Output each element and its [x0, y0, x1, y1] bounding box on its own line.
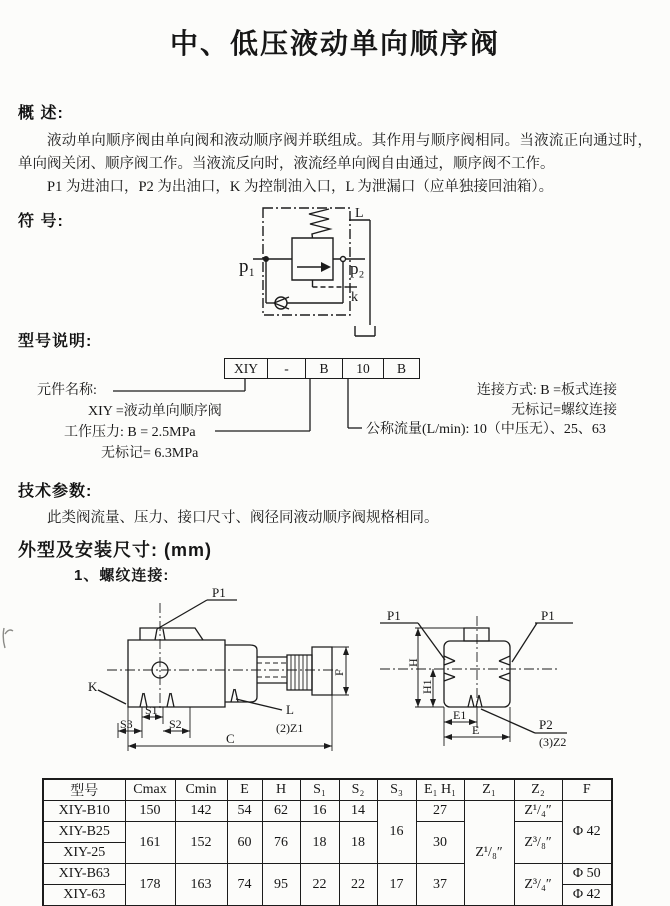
- model-code-segment: -: [267, 359, 305, 378]
- end-view-e-label: E: [472, 723, 480, 737]
- cell-s2: 22: [339, 864, 377, 906]
- tech-heading: 技术参数:: [18, 483, 93, 500]
- cell-z2: Z³/₄″: [514, 864, 562, 906]
- side-view-s2-label: S2: [169, 717, 182, 731]
- model-code-segment: XIY: [234, 360, 258, 376]
- col-header: E₁ H₁: [416, 779, 464, 801]
- model-component-label: 元件名称:: [37, 383, 97, 398]
- table-row: [43, 801, 612, 822]
- cell-s1: 18: [300, 822, 339, 864]
- model-pressure-unmarked: 无标记= 6.3MPa: [101, 446, 199, 461]
- tech-text: 此类阀流量、压力、接口尺寸、阀径同液动顺序阀规格相同。: [47, 510, 439, 526]
- drawing-side-view: [60, 583, 360, 768]
- side-view-l-label: L: [286, 702, 294, 717]
- model-heading: 型号说明:: [18, 333, 93, 350]
- cell-z1: Z¹/₈″: [464, 801, 514, 906]
- model-connection-unmarked: 无标记=螺纹连接: [511, 403, 617, 418]
- page-title: 中、低压液动单向顺序阀: [169, 28, 500, 59]
- overview-para-2: P1 为进油口，P2 为出油口，K 为控制油入口，L 为泄漏口（应单独接回油箱）。: [47, 179, 554, 195]
- model-xiy-meaning: XIY =液动单向顺序阀: [88, 404, 222, 419]
- end-view-h-label: H: [406, 658, 420, 667]
- model-code-segment: B: [305, 359, 342, 378]
- dims-heading: 外型及安装尺寸: (mm): [18, 540, 212, 560]
- cell-e: 54: [227, 801, 262, 822]
- cell-cmax: 178: [125, 864, 175, 906]
- table-header-row: [43, 779, 612, 801]
- end-view-p1-right-label: P1: [541, 608, 555, 623]
- side-view-f-label: F: [332, 669, 346, 676]
- col-header: F: [562, 779, 612, 801]
- cell-s3: 17: [377, 864, 416, 906]
- col-header: Z₂: [514, 779, 562, 801]
- side-view-s3-label: S3: [120, 717, 133, 731]
- model-pressure-label: 工作压力: B = 2.5MPa: [64, 425, 196, 440]
- cell-cmin: 142: [175, 801, 227, 822]
- cell-h: 76: [262, 822, 300, 864]
- scan-artifact: [0, 624, 16, 660]
- overview-paragraphs: [18, 130, 652, 199]
- cell-model: XIY-63: [43, 885, 125, 906]
- cell-h: 62: [262, 801, 300, 822]
- end-view-z2-label: (3)Z2: [539, 735, 567, 749]
- col-header: 型号: [43, 779, 125, 801]
- cell-e: 60: [227, 822, 262, 864]
- cell-s1: 16: [300, 801, 339, 822]
- symbol-port-p2-label: p₂: [350, 259, 365, 278]
- cell-cmin: 163: [175, 864, 227, 906]
- cell-cmax: 150: [125, 801, 175, 822]
- end-view-p2-label: P2: [539, 717, 553, 732]
- hydraulic-symbol-diagram: [235, 203, 395, 343]
- model-code-segment: 10: [342, 359, 383, 378]
- side-view-c-label: C: [226, 731, 235, 746]
- cell-e1h1: 30: [416, 822, 464, 864]
- col-header: E: [227, 779, 262, 801]
- cell-model: XIY-B10: [43, 801, 125, 822]
- model-code-segment: B: [383, 359, 419, 378]
- cell-s1: 22: [300, 864, 339, 906]
- table-row: [43, 864, 612, 885]
- cell-z2: Z¹/₄″: [514, 801, 562, 822]
- symbol-port-l-label: L: [355, 206, 364, 221]
- col-header: Cmax: [125, 779, 175, 801]
- cell-s2: 18: [339, 822, 377, 864]
- cell-e1h1: 27: [416, 801, 464, 822]
- cell-e1h1: 37: [416, 864, 464, 906]
- model-flow-label: 公称流量(L/min): 10（中压无）、25、63: [366, 422, 606, 437]
- side-view-z1-label: (2)Z1: [276, 721, 304, 735]
- overview-heading: 概 述:: [18, 105, 64, 122]
- cell-cmin: 152: [175, 822, 227, 864]
- drawing-end-view: [375, 600, 575, 750]
- side-view-s1-label: S1: [145, 703, 158, 717]
- cell-z2: Z³/₈″: [514, 822, 562, 864]
- end-view-e1-label: E1: [453, 708, 467, 722]
- overview-para-1: 液动单向顺序阀由单向阀和液动顺序阀并联组成。其作用与顺序阀相同。当液流正向通过时，单向阀关闭、顺序阀工作。当液流反向时，液流经单向阀自由通过，顺序阀不工作。: [18, 133, 652, 172]
- dims-subheading-threaded: 1、螺纹连接:: [74, 567, 170, 584]
- cell-f: Φ 42: [562, 801, 612, 864]
- side-view-p1-label: P1: [212, 585, 226, 600]
- cell-f: Φ 50: [562, 864, 612, 885]
- end-view-p1-left-label: P1: [387, 608, 401, 623]
- cell-model: XIY-B25: [43, 822, 125, 843]
- table-row: [43, 822, 612, 843]
- col-header: Cmin: [175, 779, 227, 801]
- cell-h: 95: [262, 864, 300, 906]
- model-connection-label: 连接方式: B =板式连接: [476, 383, 617, 398]
- symbol-heading: 符 号:: [18, 213, 64, 230]
- end-view-h1-label: H1: [420, 679, 434, 694]
- cell-e: 74: [227, 864, 262, 906]
- col-header: Z₁: [464, 779, 514, 801]
- symbol-port-p1-label: p₁: [239, 256, 256, 277]
- cell-cmax: 161: [125, 822, 175, 864]
- cell-s2: 14: [339, 801, 377, 822]
- col-header: S₃: [377, 779, 416, 801]
- col-header: H: [262, 779, 300, 801]
- symbol-port-k-label: k: [351, 290, 358, 305]
- side-view-k-label: K: [88, 679, 98, 694]
- dimension-table: [42, 778, 613, 906]
- cell-s3: 16: [377, 801, 416, 864]
- col-header: S₁: [300, 779, 339, 801]
- cell-model: XIY-25: [43, 843, 125, 864]
- col-header: S₂: [339, 779, 377, 801]
- cell-f: Φ 42: [562, 885, 612, 906]
- cell-model: XIY-B63: [43, 864, 125, 885]
